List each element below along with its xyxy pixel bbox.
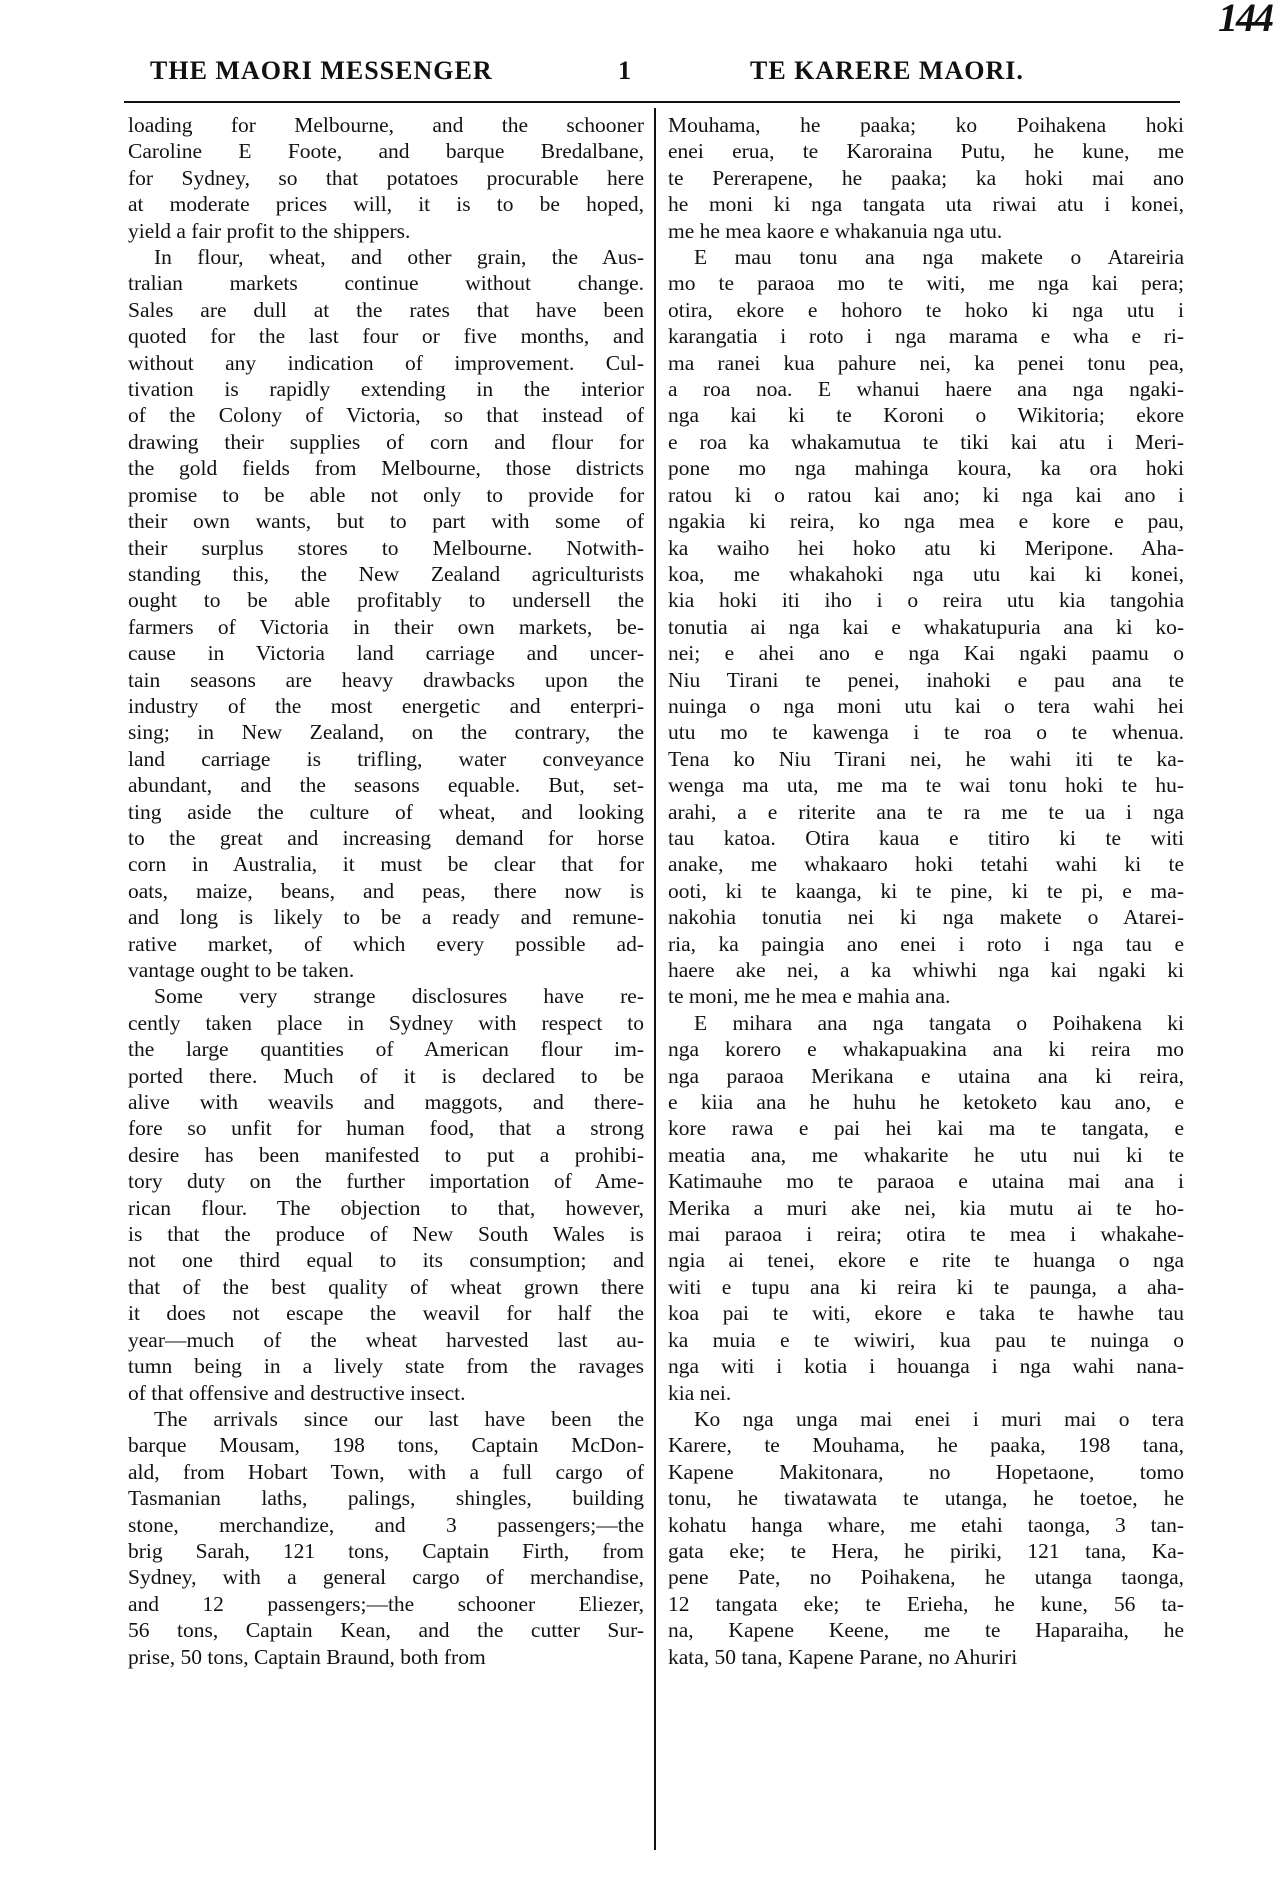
text-line: the large quantities of American flour im- (128, 1037, 644, 1062)
text-line: brig Sarah, 121 tons, Captain Firth, from (128, 1538, 644, 1563)
text-line: E mau tonu ana nga makete o Atareiria (694, 245, 1184, 270)
text-line: nga korero e whakapuakina ana ki reira mo (668, 1037, 1184, 1062)
text-line: 56 tons, Captain Kean, and the cutter Sur- (128, 1618, 644, 1643)
text-line: farmers of Victoria in their own markets, be- (128, 614, 644, 639)
text-line: corn in Australia, it must be clear that for (128, 852, 644, 877)
text-line: rative market, of which every possible ad- (128, 931, 644, 956)
text-line: ting aside the culture of wheat, and looking (128, 799, 644, 824)
text-line: meatia ana, me whakarite he utu nui ki te (668, 1142, 1184, 1167)
text-line: arahi, a e riterite ana te ra me te ua i nga (668, 799, 1184, 824)
text-line: prise, 50 tons, Captain Braund, both from (128, 1644, 486, 1669)
text-line: koa pai te witi, ekore e taka te hawhe tau (668, 1301, 1184, 1326)
text-line: without any indication of improvement. Cul- (128, 350, 644, 375)
text-line: E mihara ana nga tangata o Poihakena ki (694, 1010, 1184, 1035)
text-line: nei; e ahei ano e nga Kai ngaki paamu o (668, 641, 1184, 666)
text-line: ria, ka paingia ano enei i roto i nga tau e (668, 931, 1184, 956)
text-line: oats, maize, beans, and peas, there now is (128, 878, 644, 903)
text-line: tumn being in a lively state from the ravages (128, 1354, 644, 1379)
english-paragraph (128, 112, 644, 244)
english-paragraph (128, 1406, 644, 1670)
text-line: pone mo nga mahinga koura, ka ora hoki (668, 456, 1184, 481)
text-line: nuinga o nga moni utu kai o tera wahi hei (668, 693, 1184, 718)
header-issue-number: 1 (618, 56, 632, 85)
text-line: industry of the most energetic and enterpri- (128, 693, 644, 718)
text-line: it does not escape the weavil for half the (128, 1301, 644, 1326)
text-line: tain seasons are heavy drawbacks upon the (128, 667, 644, 692)
text-line: nga paraoa Merikana e utaina ana ki reira, (668, 1063, 1184, 1088)
page-number: 144 (1218, 0, 1272, 40)
text-line: the gold fields from Melbourne, those districts (128, 456, 644, 481)
text-line: ngakia ki reira, ko nga mea e kore e pau, (668, 509, 1184, 534)
text-line: anake, me whakaaro hoki tetahi wahi ki te (668, 852, 1184, 877)
text-line: ka muia e te wiwiri, kua pau te nuinga o (668, 1327, 1184, 1352)
text-line: Ko nga unga mai enei i muri mai o tera (694, 1406, 1184, 1431)
text-line: promise to be able not only to provide for (128, 482, 644, 507)
text-line: their surplus stores to Melbourne. Notwith- (128, 535, 644, 560)
text-line: nga witi i kotia i houanga i nga wahi nana- (668, 1354, 1184, 1379)
text-line: Katimauhe mo te paraoa e utaina mai ana i (668, 1169, 1184, 1194)
text-line: at moderate prices will, it is to be hoped, (128, 192, 644, 217)
text-line: land carriage is trifling, water conveyance (128, 746, 644, 771)
text-line: ald, from Hobart Town, with a full cargo of (128, 1459, 644, 1484)
english-paragraph (128, 983, 644, 1406)
text-line: for Sydney, so that potatoes procurable here (128, 165, 644, 190)
header-maori-title: TE KARERE MAORI. (750, 56, 1024, 85)
text-line: mai paraoa i reira; otira te mea i whakahe- (668, 1222, 1184, 1247)
text-line: of the Colony of Victoria, so that instead of (128, 403, 644, 428)
text-line: ratou ki o ratou kai ano; ki nga kai ano i (668, 482, 1184, 507)
text-line: ka waiho hei hoko atu ki Meripone. Aha- (668, 535, 1184, 560)
text-line: sing; in New Zealand, on the contrary, the (128, 720, 644, 745)
text-line: that of the best quality of wheat grown there (128, 1274, 644, 1299)
text-line: alive with weavils and maggots, and there- (128, 1090, 644, 1115)
text-line: loading for Melbourne, and the schooner (128, 113, 644, 137)
text-line: ooti, ki te kaanga, ki te pine, ki te pi, e ma- (668, 878, 1184, 903)
text-line: not one third equal to its consumption; and (128, 1248, 644, 1273)
text-line: barque Mousam, 198 tons, Captain McDon- (128, 1433, 644, 1458)
text-line: pene Pate, no Poihakena, he utanga taonga, (668, 1565, 1184, 1590)
text-line: Tasmanian laths, palings, shingles, building (128, 1486, 644, 1511)
english-column (128, 112, 644, 1670)
text-line: Tena ko Niu Tirani nei, he wahi iti te ka- (668, 746, 1184, 771)
text-line: Karere, te Mouhama, he paaka, 198 tana, (668, 1433, 1184, 1458)
text-line: rican flour. The objection to that, however, (128, 1195, 644, 1220)
text-line: yield a fair profit to the shippers. (128, 218, 411, 243)
text-line: stone, merchandize, and 3 passengers;—the (128, 1512, 644, 1537)
text-line: drawing their supplies of corn and flour for (128, 429, 644, 454)
text-line: utu mo te kawenga i te roa o te whenua. (668, 720, 1184, 745)
text-line: and long is likely to be a ready and remune- (128, 905, 644, 930)
text-line: a roa noa. E whanui haere ana nga ngaki- (668, 377, 1184, 402)
text-line: witi e tupu ana ki reira ki te paunga, a aha- (668, 1274, 1184, 1299)
text-line: te Pererapene, he paaka; ka hoki mai ano (668, 165, 1184, 190)
text-line: quoted for the last four or five months, and (128, 324, 644, 349)
page-header (120, 56, 1180, 92)
text-line: Caroline E Foote, and barque Bredalbane, (128, 139, 644, 164)
text-line: tivation is rapidly extending in the interior (128, 377, 644, 402)
text-line: to the great and increasing demand for horse (128, 825, 644, 850)
text-line: e roa ka whakamutua te tiki kai atu i Meri- (668, 429, 1184, 454)
text-line: Some very strange disclosures have re- (154, 984, 644, 1009)
text-line: cently taken place in Sydney with respect to (128, 1010, 644, 1035)
text-line: vantage ought to be taken. (128, 958, 355, 982)
text-line: Sales are dull at the rates that have been (128, 297, 644, 322)
text-line: of that offensive and destructive insect. (128, 1380, 466, 1405)
text-line: Kapene Makitonara, no Hopetaone, tomo (668, 1459, 1184, 1484)
text-line: mo te paraoa mo te witi, me nga kai pera; (668, 271, 1184, 296)
english-paragraph (128, 244, 644, 983)
text-line: In flour, wheat, and other grain, the Aus- (154, 245, 644, 270)
text-line: kohatu hanga whare, me etahi taonga, 3 tan- (668, 1512, 1184, 1537)
text-line: ought to be able profitably to undersell the (128, 588, 644, 613)
text-line: 12 tangata eke; te Erieha, he kune, 56 ta- (668, 1591, 1184, 1616)
text-line: karangatia i roto i nga marama e wha e ri- (668, 324, 1184, 349)
text-line: The arrivals since our last have been the (154, 1406, 644, 1431)
text-line: he moni ki nga tangata uta riwai atu i konei, (668, 192, 1184, 217)
maori-paragraph (668, 1406, 1184, 1670)
text-line: kore rawa e pai hei kai ma te tangata, e (668, 1116, 1184, 1141)
text-line: Sydney, with a general cargo of merchandise, (128, 1565, 644, 1590)
text-line: ported there. Much of it is declared to be (128, 1063, 644, 1088)
maori-paragraph (668, 112, 1184, 244)
text-line: fore so unfit for human food, that a strong (128, 1116, 644, 1141)
text-line: Merika a muri ake nei, kia mutu ai te ho- (668, 1195, 1184, 1220)
text-line: is that the produce of New South Wales is (128, 1222, 644, 1247)
text-line: na, Kapene Keene, me te Haparaiha, he (668, 1618, 1184, 1643)
text-line: kata, 50 tana, Kapene Parane, no Ahuriri (668, 1644, 1018, 1669)
text-line: haere ake nei, a ka whiwhi nga kai ngaki ki (668, 958, 1184, 982)
text-line: tau katoa. Otira kaua e titiro ki te witi (668, 825, 1184, 850)
column-divider (654, 108, 656, 1850)
header-english-title: THE MAORI MESSENGER (150, 56, 493, 85)
maori-paragraph (668, 1010, 1184, 1406)
text-line: tonutia ai nga kai e whakatupuria ana ki ko- (668, 614, 1184, 639)
text-line: nakohia tonutia nei ki nga makete o Atarei- (668, 905, 1184, 930)
text-line: and 12 passengers;—the schooner Eliezer, (128, 1591, 644, 1616)
text-line: me he mea kaore e whakanuia nga utu. (668, 218, 1003, 243)
text-line: year—much of the wheat harvested last au- (128, 1327, 644, 1352)
maori-column (668, 112, 1184, 1670)
text-line: cause in Victoria land carriage and uncer- (128, 641, 644, 666)
header-rule (124, 101, 1180, 103)
text-line: otira, ekore e hohoro te hoko ki nga utu i (668, 297, 1184, 322)
text-line: standing this, the New Zealand agriculturists (128, 561, 644, 586)
text-line: tonu, he tiwatawata te utanga, he toetoe, he (668, 1486, 1184, 1511)
text-line: tory duty on the further importation of Ame- (128, 1169, 644, 1194)
text-line: wenga ma uta, me ma te wai tonu hoki te hu- (668, 773, 1184, 798)
text-line: e kiia ana he huhu he ketoketo kau ano, e (668, 1090, 1184, 1115)
text-line: enei erua, te Karoraina Putu, he kune, me (668, 139, 1184, 164)
text-line: te moni, me he mea e mahia ana. (668, 984, 951, 1009)
text-line: koa, me whakahoki nga utu kai ki konei, (668, 561, 1184, 586)
text-line: kia nei. (668, 1380, 732, 1405)
text-line: Mouhama, he paaka; ko Poihakena hoki (668, 113, 1184, 137)
text-line: kia hoki iti iho i o reira utu kia tangohia (668, 588, 1184, 613)
text-line: ma ranei kua pahure nei, ka penei tonu pea, (668, 350, 1184, 375)
text-line: Niu Tirani te penei, inahoki e pau ana te (668, 667, 1184, 692)
text-line: tralian markets continue without change. (128, 271, 644, 296)
text-line: gata eke; te Hera, he piriki, 121 tana, Ka- (668, 1538, 1184, 1563)
text-line: desire has been manifested to put a prohibi- (128, 1142, 644, 1167)
text-line: nga kai ki te Koroni o Wikitoria; ekore (668, 403, 1184, 428)
text-line: their own wants, but to part with some of (128, 509, 644, 534)
text-line: abundant, and the seasons equable. But, set- (128, 773, 644, 798)
maori-paragraph (668, 244, 1184, 1010)
text-line: ngia ai tenei, ekore e rite te huanga o nga (668, 1248, 1184, 1273)
